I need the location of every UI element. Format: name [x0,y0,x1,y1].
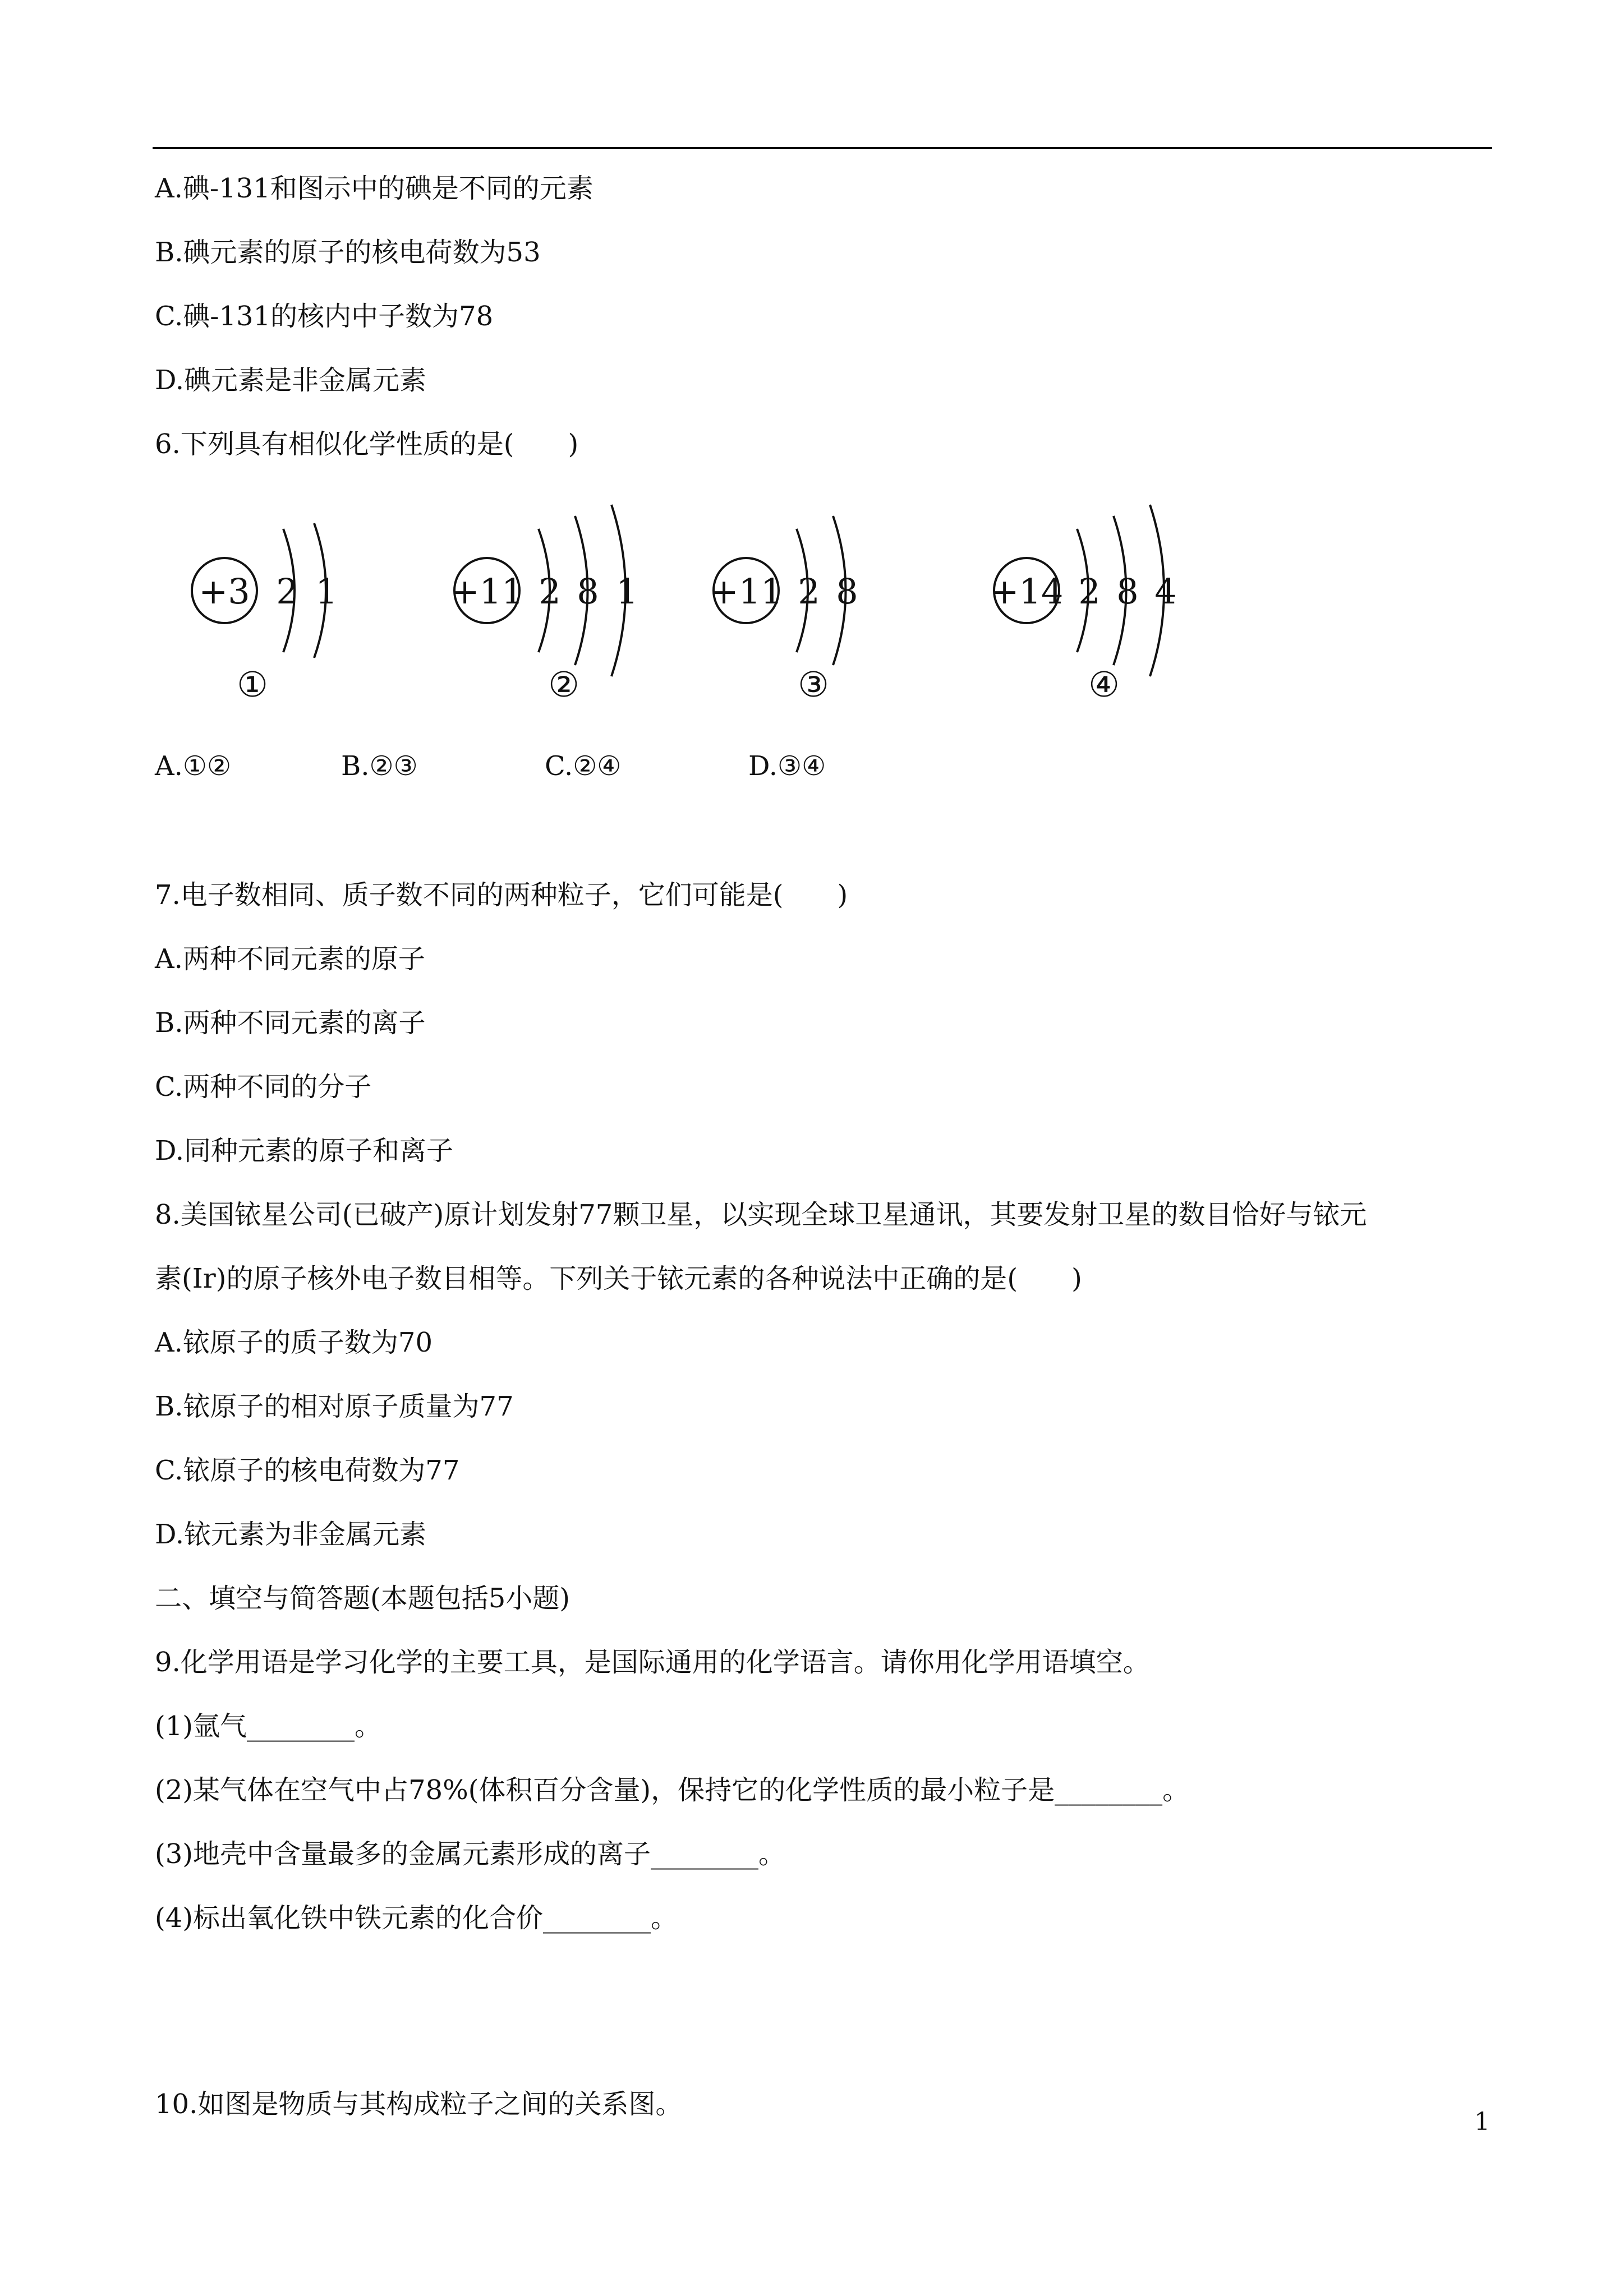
atom-4-shell-3: 4 [1154,571,1177,612]
q9-item-2: (2)某气体在空气中占78%(体积百分含量)，保持它的化学性质的最小粒子是________。 [155,1774,1190,1806]
q8-option-d: D.铱元素为非金属元素 [155,1519,427,1550]
q9-item-3: (3)地壳中含量最多的金属元素形成的离子________。 [155,1838,785,1870]
q9-item-1: (1)氩气________。 [155,1711,381,1742]
q7-option-b: B.两种不同元素的离子 [155,1007,426,1039]
atom-2 [450,505,638,705]
atom-4-shell-2: 8 [1116,571,1139,612]
q7-option-c: C.两种不同的分子 [155,1071,372,1103]
atom-1-shell-2: 1 [315,571,338,612]
q9-item-4: (4)标出氧化铁中铁元素的化合价________。 [155,1902,678,1934]
atom-1-label: ① [237,664,268,705]
header-rule [153,147,1492,149]
q5-option-b: B.碘元素的原子的核电荷数为53 [155,237,541,268]
atom-4-nucleus: +14 [990,571,1064,612]
q6-options [155,749,1108,789]
atom-2-shell-1: 2 [539,571,561,612]
atomic-structure-svg [168,494,1234,729]
page-number: 1 [1474,2108,1490,2136]
atom-1-nucleus: +3 [199,571,250,612]
q7-question: 7.电子数相同、质子数不同的两种粒子，它们可能是( ) [155,879,848,911]
atom-4-shell-1: 2 [1078,571,1101,612]
atom-1 [192,523,338,705]
atom-3 [710,516,858,705]
q8-question-line1: 8.美国铱星公司(已破产)原计划发射77颗卫星，以实现全球卫星通讯，其要发射卫星的数目恰好与铱元 [155,1199,1367,1230]
q10-question: 10.如图是物质与其构成粒子之间的关系图。 [155,2088,683,2120]
q7-option-d: D.同种元素的原子和离子 [155,1135,454,1167]
q6-option-c: C.②④ [545,750,622,782]
q9-question: 9.化学用语是学习化学的主要工具，是国际通用的化学语言。请你用化学用语填空。 [155,1647,1150,1678]
atom-3-shell-1: 2 [798,571,820,612]
q5-option-a: A.碘-131和图示中的碘是不同的元素 [155,173,594,204]
q6-option-a: A.①② [155,750,231,782]
q5-option-c: C.碘-131的核内中子数为78 [155,301,494,332]
q6-question: 6.下列具有相似化学性质的是( ) [155,428,579,460]
q6-option-d: D.③④ [748,750,826,782]
atom-4 [990,505,1177,705]
atom-3-shell-2: 8 [836,571,858,612]
q7-option-a: A.两种不同元素的原子 [155,943,425,975]
atom-2-nucleus: +11 [450,571,524,612]
atomic-structure-diagram [168,494,1234,729]
q8-question-line2: 素(Ir)的原子核外电子数目相等。下列关于铱元素的各种说法中正确的是( ) [155,1263,1082,1294]
atom-2-shell-3: 1 [616,571,638,612]
atom-2-shell-2: 8 [577,571,599,612]
q6-option-b: B.②③ [341,750,418,782]
q8-option-a: A.铱原子的质子数为70 [155,1327,433,1358]
q5-option-d: D.碘元素是非金属元素 [155,365,427,396]
section-2-heading: 二、填空与简答题(本题包括5小题) [155,1583,570,1614]
atom-3-label: ③ [798,664,829,705]
q8-option-b: B.铱原子的相对原子质量为77 [155,1391,514,1422]
q8-option-c: C.铱原子的核电荷数为77 [155,1455,460,1486]
atom-2-label: ② [548,664,579,705]
atom-3-nucleus: +11 [709,571,783,612]
atom-1-shell-1: 2 [276,571,298,612]
atom-4-label: ④ [1088,664,1120,705]
